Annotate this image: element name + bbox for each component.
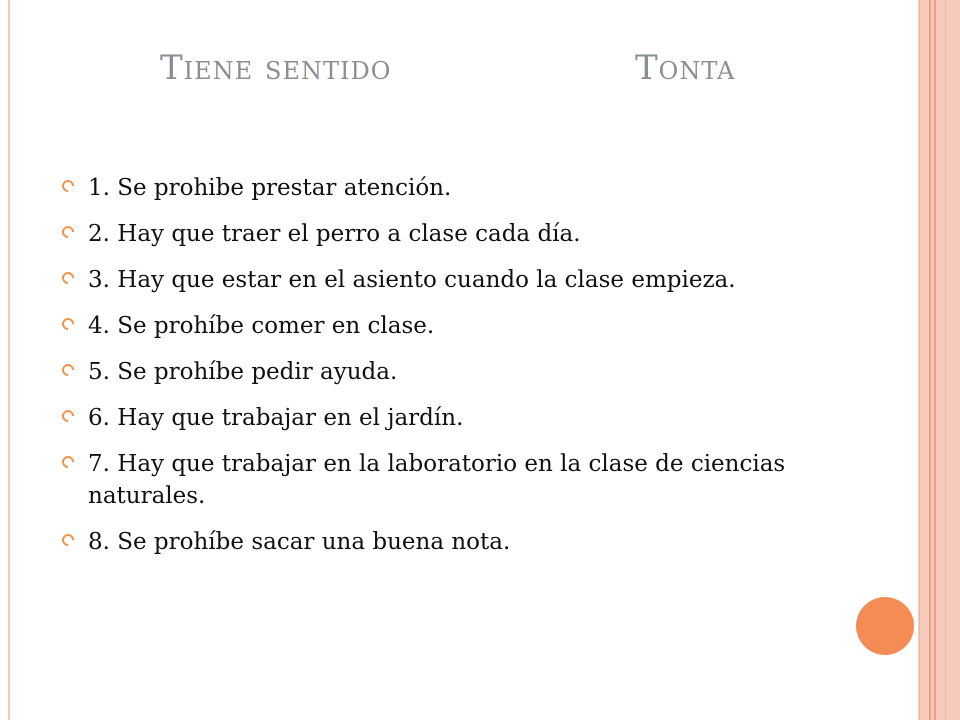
bullet-icon [60, 454, 77, 471]
list-item-text: 3. Hay que estar en el asiento cuando la clase empieza. [88, 267, 736, 293]
list-item [62, 218, 822, 250]
list-item-text: 2. Hay que traer el perro a clase cada día. [88, 221, 581, 247]
list-item [62, 264, 822, 296]
bullet-icon [60, 408, 77, 425]
bullet-icon [60, 270, 77, 287]
left-border-line [8, 0, 10, 720]
decorative-circle [856, 597, 914, 655]
bullet-icon [60, 316, 77, 333]
list-item [62, 172, 822, 204]
slide-title [0, 48, 900, 108]
list-item [62, 402, 822, 434]
rules-list [62, 172, 822, 572]
list-item-text: 1. Se prohibe prestar atención. [88, 175, 452, 201]
list-item-text: 8. Se prohíbe sacar una buena nota. [88, 529, 511, 555]
list-item-text: 7. Hay que trabajar en la laboratorio en la clase de ciencias naturales. [88, 451, 786, 509]
list-item-text: 4. Se prohíbe comer en clase. [88, 313, 435, 339]
list-item [62, 356, 822, 388]
right-decorative-band [918, 0, 960, 720]
bullet-icon [60, 224, 77, 241]
list-item-text: 5. Se prohíbe pedir ayuda. [88, 359, 398, 385]
list-item [62, 310, 822, 342]
bullet-icon [60, 532, 77, 549]
list-item-text: 6. Hay que trabajar en el jardín. [88, 405, 464, 431]
right-band-line [919, 0, 920, 720]
title-left: Tiene sentido [160, 48, 392, 88]
right-band-line [934, 0, 936, 720]
list-item [62, 448, 822, 512]
title-right: Tonta [635, 48, 736, 88]
bullet-icon [60, 362, 77, 379]
bullet-icon [60, 178, 77, 195]
right-band-line [945, 0, 946, 720]
right-band-line [929, 0, 931, 720]
list-item [62, 526, 822, 558]
